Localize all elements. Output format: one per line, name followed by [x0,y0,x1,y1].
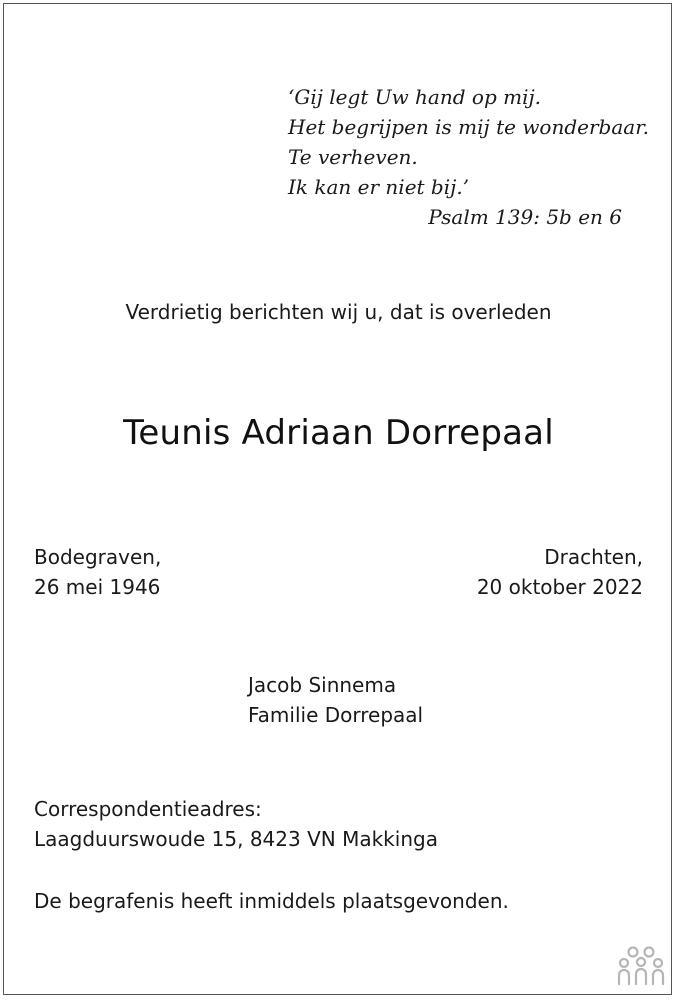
deceased-name: Teunis Adriaan Dorrepaal [123,413,554,453]
family-member: Familie Dorrepaal [248,703,424,727]
family-signatures [248,670,423,730]
family-member: Jacob Sinnema [248,673,397,697]
correspondence-street: Laagduurswoude 15, 8423 VN Makkinga [34,827,438,851]
verse-line: Het begrijpen is mij te wonderbaar. [288,115,649,139]
verse-line: Te verheven. [288,145,418,169]
correspondence-address [34,794,438,854]
family-group-icon [617,944,665,988]
death-place: Drachten, [544,545,643,569]
correspondence-label: Correspondentieadres: [34,797,262,821]
bible-verse [288,82,649,232]
verse-reference: Psalm 139: 5b en 6 [428,205,622,229]
birth-place: Bodegraven, [34,545,162,569]
death-info [477,542,643,602]
announcement-text: Verdrietig berichten wij u, dat is overleden [125,300,552,324]
funeral-note: De begrafenis heeft inmiddels plaatsgevonden. [34,889,509,913]
verse-line: ‘Gij legt Uw hand op mij. [288,85,542,109]
birth-date: 26 mei 1946 [34,575,161,599]
death-date: 20 oktober 2022 [476,575,643,599]
verse-line: Ik kan er niet bij.’ [288,175,470,199]
birth-info [34,542,161,602]
